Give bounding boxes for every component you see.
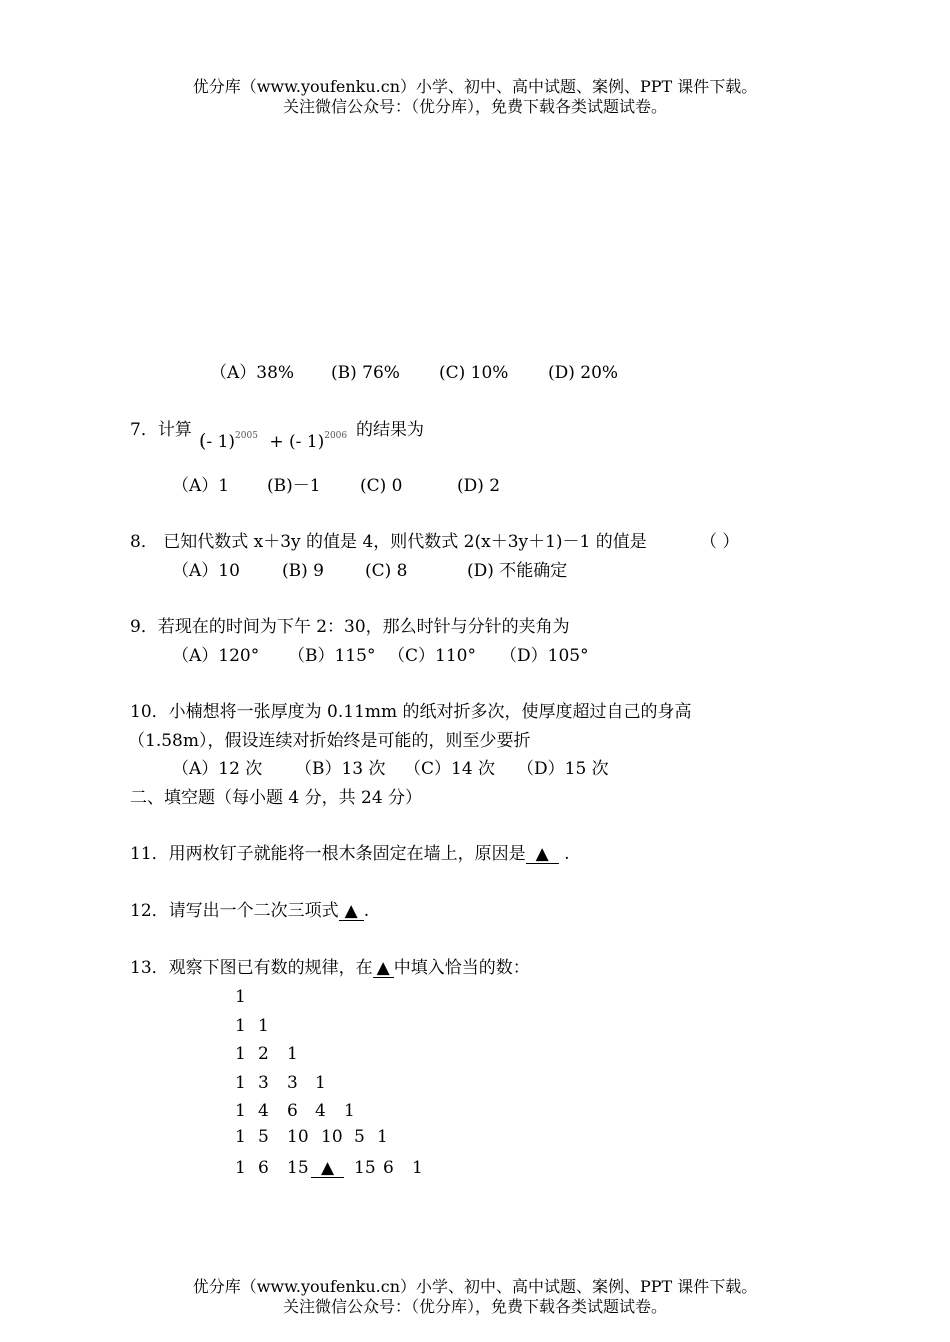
q10-line2: （1.58m），假设连续对折始终是可能的，则至少要折 (128, 731, 531, 751)
page-header-line2: 关注微信公众号：（优分库），免费下载各类试题试卷。 (282, 97, 667, 116)
triangle-cell: 6 (287, 1101, 298, 1121)
triangle-cell: 1 (412, 1158, 423, 1178)
page-header-line1: 优分库（www.youfenku.cn）小学、初中、高中试题、案例、PPT 课件下载。 (192, 77, 758, 96)
q7-option-c: (C) 0 (360, 476, 403, 496)
q7-option-b: (B)－1 (267, 476, 321, 496)
q8-option-c: (C) 8 (365, 561, 408, 581)
triangle-cell: 10 (321, 1127, 343, 1147)
q10-option-b: （B）13 次 (295, 759, 386, 779)
question-12 (130, 903, 369, 921)
triangle-cell: 6 (258, 1158, 269, 1178)
q7-prefix: 7．计算 (130, 420, 192, 440)
section-2-title: 二、填空题（每小题 4 分，共 24 分） (130, 788, 423, 808)
triangle-cell: 2 (258, 1044, 269, 1064)
triangle-cell: 5 (354, 1127, 365, 1147)
q8-answer-blank: （ ） (700, 532, 740, 552)
q10-option-d: （D）15 次 (517, 759, 609, 779)
triangle-cell: 10 (287, 1127, 309, 1147)
triangle-cell: 3 (258, 1073, 269, 1093)
q12-answer-marker: ▲ (339, 903, 364, 921)
page-footer-line1: 优分库（www.youfenku.cn）小学、初中、高中试题、案例、PPT 课件下载。 (192, 1277, 758, 1296)
q6-option-a: （A）38% (210, 363, 295, 383)
triangle-cell: 1 (235, 1044, 246, 1064)
q7-term1-open: ( (199, 430, 207, 452)
q6-option-d: (D) 20% (548, 363, 619, 383)
q9-option-a: （A）120° (172, 646, 260, 666)
triangle-cell: 1 (315, 1073, 326, 1093)
q12-end: . (363, 901, 370, 921)
q8-text: 8． 已知代数式 x＋3y 的值是 4，则代数式 2(x＋3y＋1)－1 的值是 (130, 532, 647, 552)
q9-option-d: （D）105° (500, 646, 589, 666)
triangle-cell: 1 (235, 1127, 246, 1147)
q7-suffix: 的结果为 (356, 420, 424, 440)
triangle-cell: 1 (235, 1073, 246, 1093)
q7-option-a: （A）1 (172, 476, 230, 496)
q10-option-a: （A）12 次 (172, 759, 263, 779)
q13-text-before: 13．观察下图已有数的规律，在 (130, 958, 373, 978)
q7-plus: + (269, 432, 284, 452)
q11-answer-marker: ▲ (526, 846, 559, 864)
q8-option-a: （A）10 (172, 561, 240, 581)
q6-option-b: (B) 76% (331, 363, 400, 383)
triangle-answer-marker: ▲ (311, 1160, 344, 1178)
q12-text: 12．请写出一个二次三项式 (130, 901, 339, 921)
q7-expression (199, 432, 347, 451)
triangle-cell: 1 (258, 1016, 269, 1036)
q9-text: 9．若现在的时间为下午 2：30，那么时针与分针的夹角为 (130, 617, 570, 637)
triangle-cell: 1 (235, 1101, 246, 1121)
triangle-cell: 3 (287, 1073, 298, 1093)
triangle-cell: 15 (354, 1158, 376, 1178)
q7-term2-base: (- 1) (289, 432, 325, 452)
q11-end: . (564, 844, 570, 864)
q6-option-c: (C) 10% (439, 363, 509, 383)
q9-option-c: （C）110° (388, 646, 476, 666)
triangle-cell: 4 (315, 1101, 326, 1121)
triangle-cell: 1 (287, 1044, 298, 1064)
triangle-cell: 1 (344, 1101, 355, 1121)
triangle-cell: 15 (287, 1158, 309, 1178)
q10-option-c: （C）14 次 (404, 759, 496, 779)
question-11 (130, 846, 570, 864)
triangle-cell: 1 (377, 1127, 388, 1147)
q8-option-b: (B) 9 (282, 561, 324, 581)
page-footer-line2: 关注微信公众号：（优分库），免费下载各类试题试卷。 (282, 1297, 667, 1316)
triangle-cell: 1 (235, 1158, 246, 1178)
triangle-cell: 5 (258, 1127, 269, 1147)
q7-option-d: (D) 2 (457, 476, 501, 496)
q13-answer-marker: ▲ (373, 960, 394, 978)
q7-term1-exp: 2005 (235, 431, 258, 441)
triangle-cell: 6 (383, 1158, 394, 1178)
q8-option-d: (D) 不能确定 (467, 561, 568, 581)
q11-text: 11．用两枚钉子就能将一根木条固定在墙上，原因是 (130, 844, 526, 864)
q7-term1-base: - 1) (206, 432, 236, 452)
question-13 (130, 960, 530, 978)
q7-term2-exp: 2006 (324, 431, 348, 441)
q10-line1: 10．小楠想将一张厚度为 0.11mm 的纸对折多次，使厚度超过自己的身高 (130, 702, 692, 722)
q9-option-b: （B）115° (288, 646, 376, 666)
triangle-cell: 1 (235, 1016, 246, 1036)
triangle-cell: 1 (235, 987, 246, 1007)
q13-text-after: 中填入恰当的数： (393, 958, 530, 978)
triangle-cell: 4 (258, 1101, 269, 1121)
